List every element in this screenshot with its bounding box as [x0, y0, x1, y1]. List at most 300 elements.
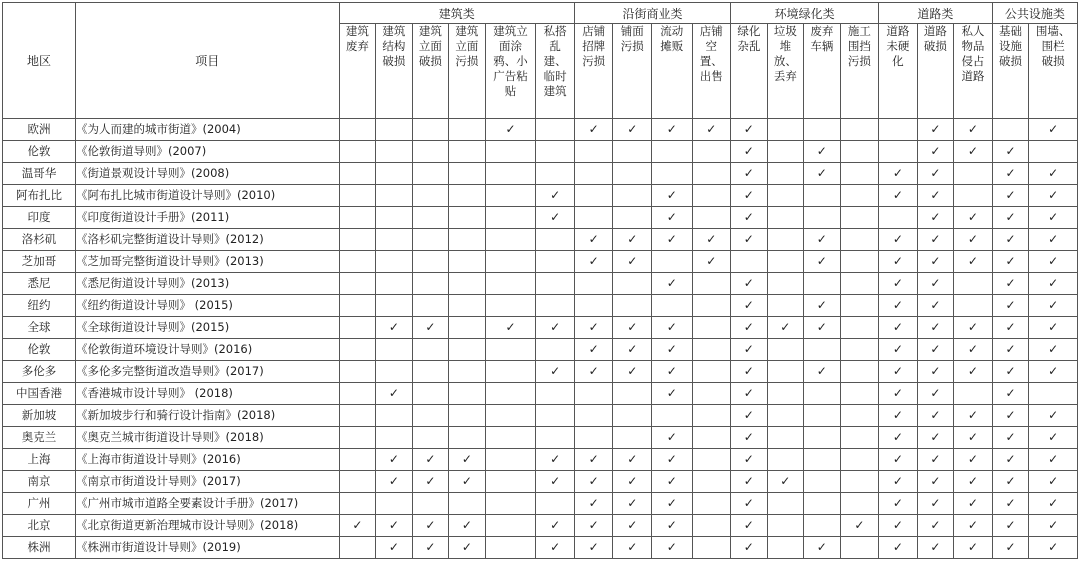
empty-cell [879, 119, 918, 141]
empty-cell [767, 427, 804, 449]
empty-cell [767, 273, 804, 295]
check-mark-cell: ✓ [731, 295, 768, 317]
table-body [3, 119, 1078, 559]
check-mark-cell: ✓ [1029, 361, 1078, 383]
empty-cell [536, 405, 575, 427]
table-row [3, 185, 1078, 207]
empty-cell [613, 163, 652, 185]
check-mark-cell: ✓ [1029, 295, 1078, 317]
check-mark-cell: ✓ [879, 163, 918, 185]
empty-cell [376, 207, 413, 229]
check-mark-cell: ✓ [992, 339, 1029, 361]
empty-cell [651, 405, 692, 427]
region-cell: 欧洲 [3, 119, 76, 141]
check-mark-cell: ✓ [692, 119, 731, 141]
empty-cell [767, 295, 804, 317]
check-mark-cell: ✓ [917, 427, 954, 449]
check-mark-cell: ✓ [954, 339, 993, 361]
empty-cell [536, 273, 575, 295]
subcolumn-header [412, 24, 449, 119]
empty-cell [840, 119, 879, 141]
region-cell: 温哥华 [3, 163, 76, 185]
table-row [3, 515, 1078, 537]
empty-cell [879, 207, 918, 229]
check-mark-cell: ✓ [954, 471, 993, 493]
empty-cell [376, 493, 413, 515]
check-mark-cell: ✓ [1029, 185, 1078, 207]
empty-cell [339, 405, 376, 427]
check-mark-cell: ✓ [574, 449, 613, 471]
subcolumn-header [485, 24, 536, 119]
check-mark-cell: ✓ [536, 471, 575, 493]
check-mark-cell: ✓ [879, 383, 918, 405]
empty-cell [1029, 141, 1078, 163]
empty-cell [692, 361, 731, 383]
empty-cell [449, 273, 486, 295]
empty-cell [840, 449, 879, 471]
check-mark-cell: ✓ [536, 515, 575, 537]
empty-cell [412, 361, 449, 383]
check-mark-cell: ✓ [613, 251, 652, 273]
empty-cell [339, 493, 376, 515]
check-mark-cell: ✓ [804, 317, 841, 339]
subcolumn-header [613, 24, 652, 119]
empty-cell [412, 383, 449, 405]
table-row [3, 273, 1078, 295]
empty-cell [412, 119, 449, 141]
empty-cell [767, 185, 804, 207]
check-mark-cell: ✓ [992, 163, 1029, 185]
subcolumn-header [840, 24, 879, 119]
check-mark-cell: ✓ [992, 251, 1029, 273]
empty-cell [651, 141, 692, 163]
empty-cell [767, 515, 804, 537]
check-mark-cell: ✓ [917, 361, 954, 383]
check-mark-cell: ✓ [412, 471, 449, 493]
check-mark-cell: ✓ [536, 207, 575, 229]
empty-cell [840, 493, 879, 515]
empty-cell [412, 273, 449, 295]
empty-cell [449, 361, 486, 383]
check-mark-cell: ✓ [651, 207, 692, 229]
empty-cell [536, 251, 575, 273]
table-row [3, 295, 1078, 317]
empty-cell [536, 141, 575, 163]
table-row [3, 383, 1078, 405]
empty-cell [339, 185, 376, 207]
check-mark-cell: ✓ [804, 537, 841, 559]
check-mark-cell: ✓ [692, 229, 731, 251]
check-mark-cell: ✓ [1029, 471, 1078, 493]
check-mark-cell: ✓ [992, 317, 1029, 339]
check-mark-cell: ✓ [651, 229, 692, 251]
check-mark-cell: ✓ [376, 383, 413, 405]
check-mark-cell: ✓ [651, 317, 692, 339]
empty-cell [692, 537, 731, 559]
check-mark-cell: ✓ [917, 251, 954, 273]
subcolumn-header [879, 24, 918, 119]
empty-cell [804, 471, 841, 493]
item-cell: 《伦敦街道环境设计导则》(2016) [76, 339, 340, 361]
check-mark-cell: ✓ [954, 449, 993, 471]
check-mark-cell: ✓ [992, 471, 1029, 493]
check-mark-cell: ✓ [651, 119, 692, 141]
subcolumn-label: 私搭 乱 建、 临时 建筑 [543, 24, 567, 98]
category-header: 建筑类 [339, 3, 574, 24]
empty-cell [485, 537, 536, 559]
empty-cell [339, 295, 376, 317]
check-mark-cell: ✓ [954, 141, 993, 163]
empty-cell [692, 185, 731, 207]
empty-cell [376, 185, 413, 207]
category-header: 公共设施类 [992, 3, 1077, 24]
empty-cell [954, 273, 993, 295]
empty-cell [339, 141, 376, 163]
check-mark-cell: ✓ [574, 339, 613, 361]
table-row [3, 361, 1078, 383]
item-cell: 《株洲市街道设计导则》(2019) [76, 537, 340, 559]
check-mark-cell: ✓ [449, 515, 486, 537]
empty-cell [651, 295, 692, 317]
empty-cell [536, 163, 575, 185]
empty-cell [1029, 383, 1078, 405]
check-mark-cell: ✓ [412, 537, 449, 559]
check-mark-cell: ✓ [917, 471, 954, 493]
check-mark-cell: ✓ [536, 449, 575, 471]
check-mark-cell: ✓ [731, 339, 768, 361]
empty-cell [954, 295, 993, 317]
table-row [3, 207, 1078, 229]
empty-cell [613, 427, 652, 449]
table-row [3, 141, 1078, 163]
table-row [3, 471, 1078, 493]
empty-cell [692, 295, 731, 317]
empty-cell [485, 515, 536, 537]
check-mark-cell: ✓ [613, 361, 652, 383]
empty-cell [485, 493, 536, 515]
empty-cell [449, 339, 486, 361]
item-cell: 《洛杉矶完整街道设计导则》(2012) [76, 229, 340, 251]
item-cell: 《纽约街道设计导则》 (2015) [76, 295, 340, 317]
region-cell: 南京 [3, 471, 76, 493]
region-cell: 奥克兰 [3, 427, 76, 449]
check-mark-cell: ✓ [376, 537, 413, 559]
check-mark-cell: ✓ [917, 273, 954, 295]
empty-cell [449, 229, 486, 251]
empty-cell [376, 229, 413, 251]
check-mark-cell: ✓ [954, 493, 993, 515]
region-cell: 洛杉矶 [3, 229, 76, 251]
check-mark-cell: ✓ [917, 493, 954, 515]
category-header-row [3, 3, 1078, 24]
empty-cell [376, 251, 413, 273]
check-mark-cell: ✓ [879, 537, 918, 559]
empty-cell [692, 449, 731, 471]
check-mark-cell: ✓ [731, 141, 768, 163]
check-mark-cell: ✓ [1029, 207, 1078, 229]
check-mark-cell: ✓ [917, 163, 954, 185]
check-mark-cell: ✓ [954, 515, 993, 537]
check-mark-cell: ✓ [954, 119, 993, 141]
empty-cell [692, 471, 731, 493]
empty-cell [485, 339, 536, 361]
empty-cell [376, 427, 413, 449]
check-mark-cell: ✓ [992, 493, 1029, 515]
check-mark-cell: ✓ [879, 515, 918, 537]
check-mark-cell: ✓ [449, 449, 486, 471]
empty-cell [840, 361, 879, 383]
check-mark-cell: ✓ [954, 361, 993, 383]
empty-cell [954, 163, 993, 185]
empty-cell [767, 493, 804, 515]
check-mark-cell: ✓ [536, 361, 575, 383]
empty-cell [376, 405, 413, 427]
category-header: 环境绿化类 [731, 3, 879, 24]
item-cell: 《阿布扎比城市街道设计导则》(2010) [76, 185, 340, 207]
item-cell: 《多伦多完整街道改造导则》(2017) [76, 361, 340, 383]
item-cell: 《全球街道设计导则》(2015) [76, 317, 340, 339]
empty-cell [339, 427, 376, 449]
check-mark-cell: ✓ [651, 537, 692, 559]
check-mark-cell: ✓ [992, 229, 1029, 251]
check-mark-cell: ✓ [731, 449, 768, 471]
empty-cell [804, 493, 841, 515]
subcolumn-label: 基础 设施 破损 [998, 24, 1022, 68]
empty-cell [449, 251, 486, 273]
empty-cell [692, 273, 731, 295]
check-mark-cell: ✓ [731, 405, 768, 427]
check-mark-cell: ✓ [767, 317, 804, 339]
empty-cell [376, 273, 413, 295]
check-mark-cell: ✓ [651, 493, 692, 515]
subcolumn-header [767, 24, 804, 119]
empty-cell [449, 383, 486, 405]
empty-cell [412, 251, 449, 273]
check-mark-cell: ✓ [485, 119, 536, 141]
check-mark-cell: ✓ [954, 427, 993, 449]
subcolumn-header [731, 24, 768, 119]
check-mark-cell: ✓ [1029, 317, 1078, 339]
empty-cell [840, 427, 879, 449]
check-mark-cell: ✓ [536, 185, 575, 207]
check-mark-cell: ✓ [992, 515, 1029, 537]
empty-cell [879, 141, 918, 163]
check-mark-cell: ✓ [954, 537, 993, 559]
empty-cell [536, 493, 575, 515]
empty-cell [692, 493, 731, 515]
empty-cell [804, 515, 841, 537]
check-mark-cell: ✓ [692, 251, 731, 273]
empty-cell [449, 185, 486, 207]
check-mark-cell: ✓ [992, 207, 1029, 229]
check-mark-cell: ✓ [613, 471, 652, 493]
check-mark-cell: ✓ [879, 185, 918, 207]
subcolumn-header [1029, 24, 1078, 119]
region-cell: 多伦多 [3, 361, 76, 383]
table-row [3, 339, 1078, 361]
check-mark-cell: ✓ [879, 427, 918, 449]
item-cell: 《为人而建的城市街道》(2004) [76, 119, 340, 141]
check-mark-cell: ✓ [879, 361, 918, 383]
empty-cell [767, 383, 804, 405]
empty-cell [485, 471, 536, 493]
item-cell: 《新加坡步行和骑行设计指南》(2018) [76, 405, 340, 427]
region-cell: 新加坡 [3, 405, 76, 427]
check-mark-cell: ✓ [613, 515, 652, 537]
empty-cell [692, 383, 731, 405]
empty-cell [767, 361, 804, 383]
subcolumn-label: 施工 围挡 污损 [847, 24, 871, 68]
check-mark-cell: ✓ [992, 405, 1029, 427]
region-cell: 悉尼 [3, 273, 76, 295]
empty-cell [449, 207, 486, 229]
empty-cell [574, 273, 613, 295]
empty-cell [536, 229, 575, 251]
subcolumn-header [339, 24, 376, 119]
subcolumn-label: 建筑 立面 破损 [418, 24, 442, 68]
subcolumn-header [804, 24, 841, 119]
subcolumn-header [376, 24, 413, 119]
empty-cell [485, 141, 536, 163]
check-mark-cell: ✓ [992, 383, 1029, 405]
empty-cell [692, 515, 731, 537]
region-cell: 芝加哥 [3, 251, 76, 273]
table-row [3, 317, 1078, 339]
empty-cell [692, 163, 731, 185]
subcolumn-header [992, 24, 1029, 119]
check-mark-cell: ✓ [840, 515, 879, 537]
check-mark-cell: ✓ [574, 515, 613, 537]
empty-cell [767, 207, 804, 229]
empty-cell [651, 251, 692, 273]
check-mark-cell: ✓ [917, 405, 954, 427]
check-mark-cell: ✓ [1029, 427, 1078, 449]
check-mark-cell: ✓ [804, 163, 841, 185]
item-cell: 《街道景观设计导则》(2008) [76, 163, 340, 185]
check-mark-cell: ✓ [412, 449, 449, 471]
check-mark-cell: ✓ [954, 405, 993, 427]
empty-cell [536, 383, 575, 405]
check-mark-cell: ✓ [651, 427, 692, 449]
check-mark-cell: ✓ [574, 471, 613, 493]
check-mark-cell: ✓ [376, 449, 413, 471]
empty-cell [339, 449, 376, 471]
empty-cell [804, 449, 841, 471]
empty-cell [840, 471, 879, 493]
empty-cell [613, 295, 652, 317]
check-mark-cell: ✓ [879, 471, 918, 493]
check-mark-cell: ✓ [879, 405, 918, 427]
empty-cell [692, 207, 731, 229]
check-mark-cell: ✓ [731, 493, 768, 515]
check-mark-cell: ✓ [917, 383, 954, 405]
empty-cell [412, 295, 449, 317]
check-mark-cell: ✓ [879, 295, 918, 317]
empty-cell [339, 383, 376, 405]
check-mark-cell: ✓ [992, 141, 1029, 163]
empty-cell [613, 185, 652, 207]
check-mark-cell: ✓ [992, 537, 1029, 559]
subcolumn-label: 废弃 车辆 [810, 24, 834, 53]
empty-cell [376, 163, 413, 185]
check-mark-cell: ✓ [449, 471, 486, 493]
check-mark-cell: ✓ [574, 251, 613, 273]
empty-cell [339, 119, 376, 141]
empty-cell [339, 317, 376, 339]
item-cell: 《香港城市设计导则》 (2018) [76, 383, 340, 405]
check-mark-cell: ✓ [731, 383, 768, 405]
empty-cell [731, 251, 768, 273]
check-mark-cell: ✓ [651, 273, 692, 295]
region-cell: 阿布扎比 [3, 185, 76, 207]
check-mark-cell: ✓ [574, 229, 613, 251]
check-mark-cell: ✓ [767, 471, 804, 493]
check-mark-cell: ✓ [1029, 339, 1078, 361]
empty-cell [412, 427, 449, 449]
empty-cell [954, 383, 993, 405]
check-mark-cell: ✓ [804, 141, 841, 163]
check-mark-cell: ✓ [804, 251, 841, 273]
item-cell: 《悉尼街道设计导则》(2013) [76, 273, 340, 295]
empty-cell [485, 163, 536, 185]
check-mark-cell: ✓ [449, 537, 486, 559]
empty-cell [574, 163, 613, 185]
subcolumn-label: 店铺 招牌 污损 [582, 24, 606, 68]
check-mark-cell: ✓ [992, 295, 1029, 317]
empty-cell [840, 141, 879, 163]
check-mark-cell: ✓ [574, 361, 613, 383]
region-cell: 印度 [3, 207, 76, 229]
check-mark-cell: ✓ [804, 229, 841, 251]
empty-cell [804, 339, 841, 361]
check-mark-cell: ✓ [376, 317, 413, 339]
check-mark-cell: ✓ [485, 317, 536, 339]
check-mark-cell: ✓ [613, 317, 652, 339]
empty-cell [613, 141, 652, 163]
region-cell: 纽约 [3, 295, 76, 317]
empty-cell [412, 339, 449, 361]
empty-cell [339, 163, 376, 185]
subcolumn-header [574, 24, 613, 119]
subcolumn-label: 垃圾 堆 放、 丢弃 [773, 24, 797, 83]
check-mark-cell: ✓ [1029, 493, 1078, 515]
empty-cell [840, 317, 879, 339]
empty-cell [840, 383, 879, 405]
empty-cell [339, 361, 376, 383]
check-mark-cell: ✓ [917, 339, 954, 361]
region-cell: 株洲 [3, 537, 76, 559]
empty-cell [767, 405, 804, 427]
empty-cell [376, 361, 413, 383]
check-mark-cell: ✓ [731, 229, 768, 251]
table-row [3, 493, 1078, 515]
empty-cell [613, 273, 652, 295]
empty-cell [992, 119, 1029, 141]
empty-cell [339, 229, 376, 251]
empty-cell [692, 141, 731, 163]
check-mark-cell: ✓ [574, 317, 613, 339]
empty-cell [692, 405, 731, 427]
empty-cell [376, 119, 413, 141]
check-mark-cell: ✓ [917, 207, 954, 229]
table-row [3, 537, 1078, 559]
check-mark-cell: ✓ [992, 273, 1029, 295]
item-cell: 《南京市街道设计导则》(2017) [76, 471, 340, 493]
subcolumn-header [651, 24, 692, 119]
empty-cell [339, 273, 376, 295]
empty-cell [804, 427, 841, 449]
check-mark-cell: ✓ [651, 361, 692, 383]
